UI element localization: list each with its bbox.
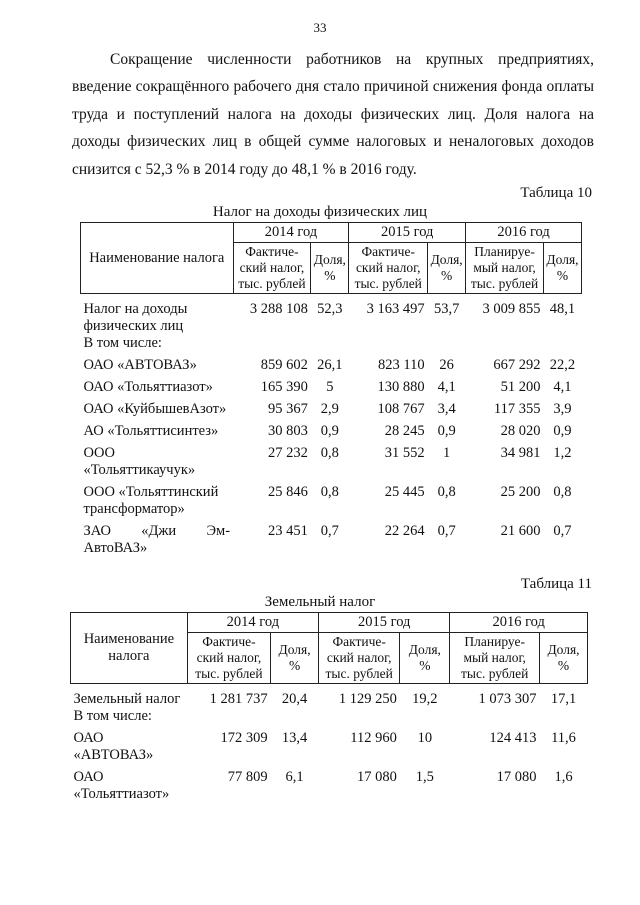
row-value-2015: 31 552 — [384, 445, 425, 461]
header-2016: 2016 год — [450, 613, 588, 633]
row-value-2015: 823 110 — [378, 357, 425, 373]
header-name: Наименование налога — [71, 613, 188, 684]
row-share-2016: 48,1 — [549, 301, 576, 317]
row-value-2014: 3 288 108 — [249, 301, 308, 317]
row-name: В том числе: — [83, 335, 162, 351]
header-2015: 2015 год — [319, 613, 450, 633]
row-share-2015: 19,2 — [412, 691, 438, 707]
header-2015-actual: Фактиче-ский налог, тыс. рублей — [319, 633, 400, 684]
header-name: Наименование налога — [81, 223, 234, 294]
row-share-2016: 1,6 — [554, 769, 573, 785]
paragraph: Сокращение численности работников на крупных предприятиях, введение сокращённого рабочего дня стало причиной снижения фонда оплаты труда и поступлений налога на доходы физических лиц. Доля налога на доходы физических лиц в общей сумме налоговых и неналоговых доходов снизится с 52,3 % в 2014 году до 48,1 % в 2016 году. — [72, 51, 594, 178]
table-row — [71, 708, 588, 725]
table-row — [71, 764, 588, 803]
row-value-2014: 95 367 — [267, 401, 308, 417]
row-name: Налог на доходы физических лиц — [83, 301, 188, 334]
row-share-2014: 0,8 — [320, 445, 339, 461]
header-2015-actual: Фактиче-ский налог, тыс. рублей — [349, 243, 428, 294]
row-value-2014: 27 232 — [267, 445, 308, 461]
row-share-2014: 2,9 — [320, 401, 339, 417]
row-name: ОАО «КуйбышевАзот» — [83, 401, 227, 417]
row-share-2014: 0,9 — [320, 423, 339, 439]
row-share-2016: 17,1 — [550, 691, 577, 707]
row-value-2016: 667 292 — [493, 357, 541, 373]
table-11-number: Таблица 11 — [520, 576, 592, 592]
row-share-2014: 52,3 — [317, 301, 343, 317]
row-name: ОАО «АВТОВАЗ» — [83, 357, 197, 373]
header-2016-share: Доля, % — [543, 243, 581, 294]
row-value-2016: 21 600 — [500, 523, 541, 539]
row-value-2016: 51 200 — [500, 379, 541, 395]
row-share-2014: 5 — [326, 379, 334, 395]
row-value-2016: 34 981 — [500, 445, 541, 461]
table-header-row — [71, 613, 588, 633]
table-row — [81, 352, 582, 374]
row-value-2014: 77 809 — [227, 769, 268, 785]
row-share-2015: 53,7 — [433, 301, 460, 317]
header-2015-share: Доля, % — [400, 633, 450, 684]
body-text — [72, 46, 594, 183]
header-2016-planned: Планируе-мый налог, тыс. рублей — [450, 633, 540, 684]
table-row — [81, 518, 582, 557]
row-value-2015: 28 245 — [384, 423, 425, 439]
row-name: ОАО «АВТОВАЗ» — [73, 730, 154, 763]
row-share-2015: 0,9 — [437, 423, 456, 439]
table-row — [81, 374, 582, 396]
row-name: ООО «Тольяттикаучук» — [83, 445, 196, 478]
header-2014-share: Доля, % — [311, 243, 349, 294]
table-row — [81, 479, 582, 518]
header-2014: 2014 год — [233, 223, 349, 243]
row-share-2016: 11,6 — [551, 730, 576, 746]
row-share-2015: 1 — [443, 445, 451, 461]
row-share-2014: 26,1 — [317, 357, 343, 373]
row-value-2016: 124 413 — [489, 730, 537, 746]
table-row — [71, 725, 588, 764]
row-value-2015: 112 960 — [350, 730, 397, 746]
row-share-2016: 1,2 — [553, 445, 572, 461]
row-name: АО «Тольяттисинтез» — [83, 423, 219, 439]
row-value-2015: 17 080 — [356, 769, 397, 785]
row-value-2014: 25 846 — [267, 484, 308, 500]
table-row — [81, 396, 582, 418]
row-share-2014: 20,4 — [281, 691, 308, 707]
header-2014-share: Доля, % — [271, 633, 319, 684]
header-2016: 2016 год — [466, 223, 582, 243]
row-name: ОАО «Тольяттиазот» — [73, 769, 170, 802]
row-share-2016: 0,8 — [553, 484, 572, 500]
row-value-2016: 3 009 855 — [482, 301, 541, 317]
row-name: ООО «Тольяттинский трансформатор» — [83, 484, 219, 517]
row-value-2016: 25 200 — [500, 484, 541, 500]
row-share-2015: 4,1 — [437, 379, 456, 395]
row-value-2016: 1 073 307 — [478, 691, 537, 707]
row-share-2015: 0,8 — [437, 484, 456, 500]
row-share-2014: 0,7 — [320, 523, 339, 539]
row-value-2014: 30 803 — [267, 423, 308, 439]
row-value-2016: 17 080 — [496, 769, 537, 785]
row-share-2015: 10 — [417, 730, 433, 746]
row-share-2015: 26 — [439, 357, 454, 373]
table-row — [81, 335, 582, 352]
row-value-2016: 28 020 — [500, 423, 541, 439]
row-value-2015: 108 767 — [377, 401, 425, 417]
row-value-2014: 1 281 737 — [209, 691, 268, 707]
header-2014: 2014 год — [187, 613, 318, 633]
table-10-number: Таблица 10 — [520, 185, 592, 201]
header-2016-share: Доля, % — [540, 633, 588, 684]
table-row — [71, 684, 588, 709]
row-share-2016: 4,1 — [553, 379, 572, 395]
row-value-2015: 130 880 — [377, 379, 425, 395]
page-number: 33 — [313, 20, 327, 35]
row-name: В том числе: — [73, 708, 152, 724]
row-share-2015: 0,7 — [437, 523, 456, 539]
header-2015: 2015 год — [349, 223, 466, 243]
row-value-2015: 22 264 — [384, 523, 425, 539]
row-value-2014: 172 309 — [220, 730, 268, 746]
table-11 — [70, 612, 588, 803]
row-value-2014: 859 602 — [260, 357, 308, 373]
row-value-2016: 117 355 — [493, 401, 541, 417]
row-value-2015: 25 445 — [384, 484, 425, 500]
header-2014-actual: Фактиче-ский налог, тыс. рублей — [233, 243, 311, 294]
table-10-title: Налог на доходы физических лиц — [212, 204, 428, 220]
table-10 — [80, 222, 582, 557]
row-share-2015: 1,5 — [415, 769, 434, 785]
table-row — [81, 440, 582, 479]
table-row — [81, 418, 582, 440]
row-value-2015: 1 129 250 — [338, 691, 397, 707]
header-2016-planned: Планируе-мый налог, тыс. рублей — [466, 243, 544, 294]
row-name: Земельный налог — [73, 691, 181, 707]
row-share-2016: 0,7 — [553, 523, 572, 539]
table-11-title: Земельный налог — [264, 594, 376, 610]
row-share-2016: 22,2 — [549, 357, 576, 373]
table-header-row — [81, 223, 582, 243]
row-value-2014: 23 451 — [267, 523, 308, 539]
row-value-2014: 165 390 — [260, 379, 308, 395]
row-share-2014: 6,1 — [285, 769, 304, 785]
row-name: ЗАО «Джи Эм-АвтоВАЗ» — [83, 523, 231, 556]
header-2014-actual: Фактиче-ский налог, тыс. рублей — [187, 633, 270, 684]
row-share-2015: 3,4 — [437, 401, 456, 417]
row-share-2016: 0,9 — [553, 423, 572, 439]
header-2015-share: Доля, % — [428, 243, 466, 294]
table-row — [81, 294, 582, 336]
row-value-2015: 3 163 497 — [366, 301, 425, 317]
row-share-2014: 13,4 — [281, 730, 308, 746]
row-share-2016: 3,9 — [553, 401, 572, 417]
row-name: ОАО «Тольяттиазот» — [83, 379, 213, 395]
row-share-2014: 0,8 — [320, 484, 339, 500]
